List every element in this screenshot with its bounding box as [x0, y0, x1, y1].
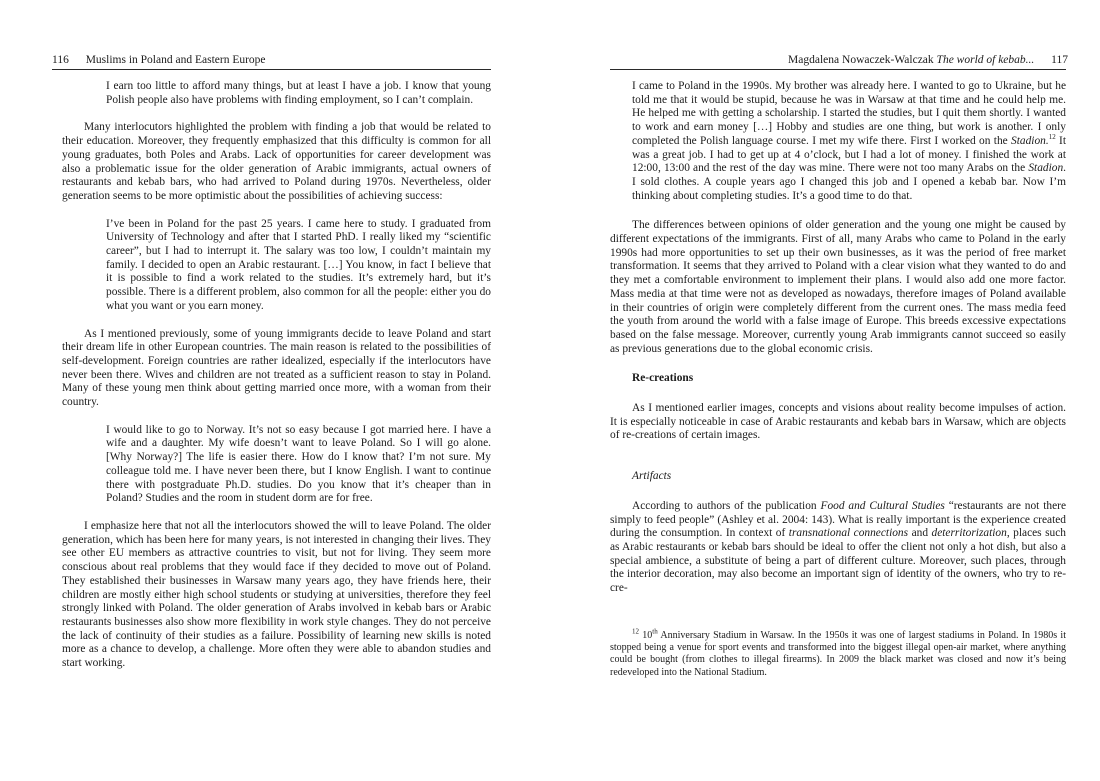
- right-page-number: 117: [1051, 54, 1068, 66]
- quote-text: It was a great job. I had to get up at 4 o’clock, but I had a lot of money. I finished the work at 12:00, 13:00 and the rest of the day was mine. There were not too many Arabs on the: [632, 134, 1066, 175]
- quote-block: I would like to go to Norway. It’s not so easy because I got married here. I have a wife and a daughter. My wife doesn’t want to leave Poland. So I will go alone. [Why Norway?] The life is easier there. How do I know that? I’m not sure. My colleague told me. I have never been there, but I know English. I want to continue there with postgraduate Ph.D. studies. Do you know that it’s cheaper than in Poland? Studies and the room in student dorm are for free.: [106, 423, 491, 505]
- para-text: , places such as Arabic restaurants or kebab bars should be ideal to offer the client not only a hot dish, but also a special ambience, a substitute of being a part of different culture. Moreover, such places, through the interior decoration, may also become an important sign of identity of the owners, who try to re-cre-: [610, 527, 1066, 595]
- body-paragraph: As I mentioned previously, some of young immigrants decide to leave Poland and start their dream life in other European countries. The main reason is related to the possibilities of self-development. Foreign countries are rather idealized, especially if the interlocutors have never been there. Wives and children are not treated as a sufficient reason to stay in Poland. Many of these young men think about getting married once more, with a woman from their country.: [62, 327, 491, 409]
- body-paragraph: The differences between opinions of older generation and the young one might be caused by different expectations of the immigrants. First of all, many Arabs who came to Poland in the early 1990s had more opportunities to set up their own businesses, as it was the period of free market transformation. It seems that they arrived to Poland with a clear vision what they wanted to do and they met a comfortable environment to implement their plans. I would also add one more factor. Mass media at that time were not as developed as nowadays, therefore images of Poland available in their countries of origin were completely different from the current ones. The mass media feed the youth from around the world with a false image of Europe. This breeds excessive expectations based on the false message. Moreover, currently young Arab immigrants cannot succeed so easily as previous generations due to the global economic crisis.: [610, 219, 1066, 355]
- footnote-ordinal: 10: [642, 630, 653, 641]
- footnote-reference[interactable]: 12: [1048, 133, 1056, 142]
- right-running-head: [788, 53, 1068, 67]
- footnote-text: Anniversary Stadium in Warsaw. In the 1950s it was one of largest stadiums in Poland. In 1980s it stopped being a venue for sport events and transformed into the biggest illegal open-air market, where anything could be bought (from clothes to illegal firearms). In 2009 the black market was closed and now it’s being redeveloped into the National Stadium.: [610, 630, 1066, 678]
- section-heading-re-creations: Re-creations: [632, 372, 694, 385]
- footnote-12: [610, 627, 1066, 679]
- quote-text: I came to Poland in the 1990s. My brother was already here. I wanted to go to Ukraine, but he told me that it would be stupid, because he was in Warsaw at that time and he could help me. He helped me with getting a scholarship. I started the studies, but I quit them shortly. I wanted to work and earn money […] Hobby and studies are one thing, but work is another. I only completed the Polish language course. I met my wife there. First I worked on the: [632, 80, 1066, 147]
- right-header-rule: [610, 69, 1066, 70]
- quote-block: I earn too little to afford many things, but at least I have a job. I know that young Polish people also have problems with finding employment, so I can’t complain.: [106, 80, 491, 106]
- left-header-rule: [52, 69, 491, 70]
- left-running-title: Muslims in Poland and Eastern Europe: [85, 54, 266, 66]
- body-paragraph: I emphasize here that not all the interlocutors showed the will to leave Poland. The older generation, which has been here for many years, is not interested in changing their lives. They see other EU members as attractive countries to visit, but not for living. They seem more conscious about real problems that they would face if they decided to move out of Poland. They established their businesses in Warsaw many years ago, they have friends here, their children are mostly either high school students or studying at universities, therefore they feel strongly linked with Poland. The older generation of Arabs involved in kebab bars or Arabic restaurants businesses also show more flexibility in work style changes. They do not perceive the lack of continuity of their studies as a failure. Possibility of learning new skills is noted more as a chance to develop, a challenge. More often they were able to abandon studies and start working.: [62, 519, 491, 670]
- body-paragraph: [610, 500, 1066, 596]
- body-paragraph: As I mentioned earlier images, concepts and visions about reality become impulses of action. It is especially noticeable in case of Arabic restaurants and kebab bars in Warsaw, which are objects of re-creations of certain images.: [610, 402, 1066, 442]
- left-page-number: 116: [52, 54, 69, 66]
- book-title: Food and Cultural Studies: [820, 499, 945, 512]
- right-body: [610, 80, 1066, 596]
- para-text: “restaurants are not there simply to feed people” (Ashley et al. 2004: 143). What is really important is the experience created during the consumption. In context of: [610, 499, 1067, 540]
- term-transnational-connections: transnational connections: [788, 527, 909, 540]
- footnote-ordinal-suffix: th: [652, 627, 658, 636]
- stadion-term: Stadion.: [1011, 134, 1049, 147]
- stadion-term: Stadion: [1028, 162, 1064, 175]
- body-paragraph: Many interlocutors highlighted the problem with finding a job that would be related to their education. Moreover, they frequently emphasized that this difficulty is common for all young graduates, both Poles and Arabs. Lack of opportunities for career development was also a problematic issue for the older generation of Arabic immigrants, actual owners of restaurants and kebab bars, who had arrived to Poland during 1970s. Nevertheless, older generation seems to be more optimistic about the possibilities of achieving success:: [62, 121, 491, 202]
- left-running-head: [52, 53, 266, 67]
- para-text: According to authors of the publication: [632, 499, 821, 512]
- para-text: and: [908, 527, 932, 540]
- quote-block: I’ve been in Poland for the past 25 years. I came here to study. I graduated from University of Technology and after that I started PhD. I really liked my “scientific career”, but I had to interrupt it. The salary was too low, I couldn’t maintain my family. I decided to open an Arabic restaurant. […] You know, in fact I believe that it is possible to find a work related to the studies. It’s extremely hard, but it’s possible. There is a different problem, also common for all the people: either you do what you want or you earn money.: [106, 217, 491, 312]
- left-body: [62, 80, 491, 671]
- quote-text: . I sold clothes. A couple years ago I changed this job and I opened a kebab bar. Now I’m thinking about completing studies. It’s a good time to do that.: [632, 162, 1066, 202]
- subsection-heading-artifacts: Artifacts: [632, 470, 672, 483]
- term-deterritorization: deterritorization: [931, 527, 1007, 540]
- footnote-number: 12: [632, 627, 639, 636]
- quote-block: [610, 80, 1066, 203]
- right-running-author: Magdalena Nowaczek-Walczak: [788, 54, 934, 66]
- right-running-title: The world of kebab...: [936, 54, 1035, 66]
